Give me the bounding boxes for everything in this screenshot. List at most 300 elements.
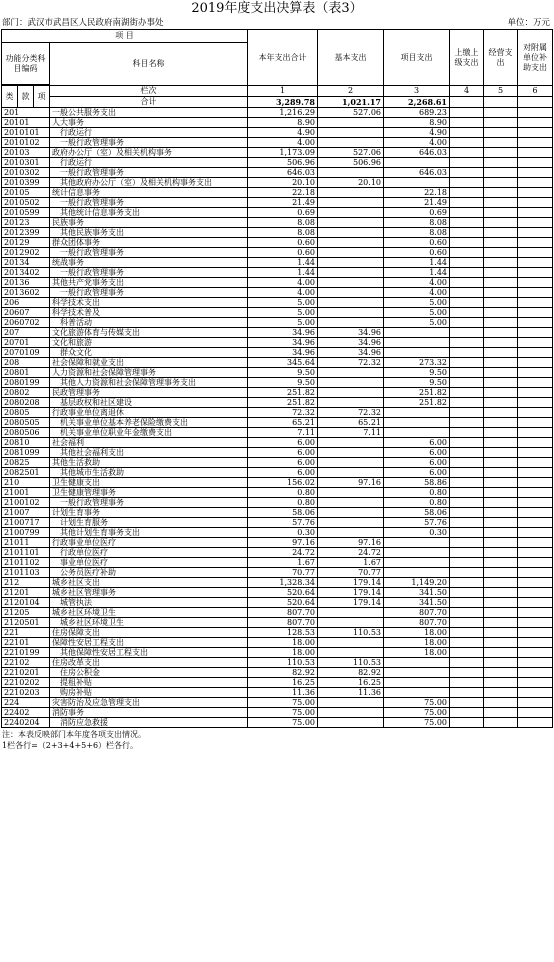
row-total: 0.60 <box>248 248 318 258</box>
row-total: 16.25 <box>248 678 318 688</box>
row-project: 646.03 <box>384 168 450 178</box>
row-subject-name: 行政运行 <box>50 128 248 138</box>
row-total: 6.00 <box>248 458 318 468</box>
row-subsidiary <box>518 308 553 318</box>
row-subject-name: 消防事务 <box>50 708 248 718</box>
table-row <box>2 218 553 228</box>
row-subsidiary <box>518 148 553 158</box>
row-subject-name: 住房改革支出 <box>50 658 248 668</box>
row-business <box>484 608 518 618</box>
row-subject-name: 住房公积金 <box>50 668 248 678</box>
row-total: 1.44 <box>248 268 318 278</box>
row-total: 6.00 <box>248 448 318 458</box>
row-subject-name: 科学技术支出 <box>50 298 248 308</box>
row-upper <box>450 578 484 588</box>
row-basic <box>318 218 384 228</box>
row-subsidiary <box>518 418 553 428</box>
row-code: 20103 <box>2 148 50 158</box>
row-upper <box>450 388 484 398</box>
row-subsidiary <box>518 328 553 338</box>
row-business <box>484 108 518 118</box>
row-subsidiary <box>518 568 553 578</box>
row-code: 2010599 <box>2 208 50 218</box>
row-project <box>384 568 450 578</box>
row-basic: 24.72 <box>318 548 384 558</box>
row-basic <box>318 118 384 128</box>
row-subject-name: 其他生活救助 <box>50 458 248 468</box>
row-subject-name: 消防应急救援 <box>50 718 248 728</box>
row-total: 4.00 <box>248 288 318 298</box>
row-subject-name: 统计信息事务 <box>50 188 248 198</box>
row-basic <box>318 198 384 208</box>
row-project <box>384 328 450 338</box>
row-upper <box>450 338 484 348</box>
row-subsidiary <box>518 558 553 568</box>
table-row <box>2 318 553 328</box>
row-subsidiary <box>518 118 553 128</box>
row-subject-name: 行政运行 <box>50 158 248 168</box>
row-total: 0.30 <box>248 528 318 538</box>
row-code: 20129 <box>2 238 50 248</box>
row-business <box>484 268 518 278</box>
row-subject-name: 其他保障性安居工程支出 <box>50 648 248 658</box>
row-subject-name: 一般行政管理事务 <box>50 138 248 148</box>
row-total: 7.11 <box>248 428 318 438</box>
row-basic <box>318 498 384 508</box>
row-subsidiary <box>518 458 553 468</box>
row-upper <box>450 458 484 468</box>
row-business <box>484 348 518 358</box>
row-upper <box>450 208 484 218</box>
row-project: 1,149.20 <box>384 578 450 588</box>
table-row <box>2 668 553 678</box>
row-subject-name: 其他城市生活救助 <box>50 468 248 478</box>
table-row <box>2 378 553 388</box>
row-total: 345.64 <box>248 358 318 368</box>
row-upper <box>450 328 484 338</box>
row-subject-name: 计划生育服务 <box>50 518 248 528</box>
table-row <box>2 168 553 178</box>
row-project <box>384 408 450 418</box>
row-code: 20802 <box>2 388 50 398</box>
row-subsidiary <box>518 648 553 658</box>
row-subject-name: 其他计划生育事务支出 <box>50 528 248 538</box>
row-basic: 110.53 <box>318 628 384 638</box>
note-line-1: 注：本表反映部门本年度各项支出情况。 <box>2 730 146 739</box>
row-basic <box>318 318 384 328</box>
row-code: 2012399 <box>2 228 50 238</box>
row-business <box>484 308 518 318</box>
row-code: 2070109 <box>2 348 50 358</box>
row-code: 2210203 <box>2 688 50 698</box>
row-code: 208 <box>2 358 50 368</box>
header-kuan: 款 <box>18 86 34 108</box>
row-subsidiary <box>518 128 553 138</box>
row-code: 2010301 <box>2 158 50 168</box>
row-project <box>384 338 450 348</box>
row-basic <box>318 438 384 448</box>
row-code: 2100799 <box>2 528 50 538</box>
table-row <box>2 368 553 378</box>
row-code: 221 <box>2 628 50 638</box>
row-project: 5.00 <box>384 318 450 328</box>
row-upper <box>450 228 484 238</box>
row-code: 2210202 <box>2 678 50 688</box>
row-upper <box>450 378 484 388</box>
row-upper <box>450 708 484 718</box>
table-row <box>2 358 553 368</box>
table-row <box>2 388 553 398</box>
row-code: 206 <box>2 298 50 308</box>
row-total: 9.50 <box>248 378 318 388</box>
row-project <box>384 158 450 168</box>
row-upper <box>450 698 484 708</box>
table-row <box>2 338 553 348</box>
row-subsidiary <box>518 548 553 558</box>
row-upper <box>450 518 484 528</box>
row-business <box>484 168 518 178</box>
row-project: 8.90 <box>384 118 450 128</box>
row-basic <box>318 488 384 498</box>
row-subject-name: 机关事业单位基本养老保险缴费支出 <box>50 418 248 428</box>
row-subject-name: 住房保障支出 <box>50 628 248 638</box>
row-upper <box>450 438 484 448</box>
row-subject-name: 政府办公厅（室）及相关机构事务 <box>50 148 248 158</box>
table-row <box>2 468 553 478</box>
row-project: 22.18 <box>384 188 450 198</box>
row-total: 11.36 <box>248 688 318 698</box>
row-basic <box>318 248 384 258</box>
row-upper <box>450 128 484 138</box>
row-upper <box>450 178 484 188</box>
row-business <box>484 638 518 648</box>
row-subject-name: 民族事务 <box>50 218 248 228</box>
row-total: 520.64 <box>248 598 318 608</box>
row-code: 22402 <box>2 708 50 718</box>
row-total: 72.32 <box>248 408 318 418</box>
row-subject-name: 其他政府办公厅（室）及相关机构事务支出 <box>50 178 248 188</box>
table-row <box>2 238 553 248</box>
row-total: 57.76 <box>248 518 318 528</box>
table-row <box>2 258 553 268</box>
row-upper <box>450 668 484 678</box>
row-upper <box>450 418 484 428</box>
row-business <box>484 148 518 158</box>
row-code: 20123 <box>2 218 50 228</box>
page-title: 2019年度支出决算表（表3） <box>191 1 363 16</box>
row-total: 75.00 <box>248 698 318 708</box>
row-subsidiary <box>518 198 553 208</box>
row-code: 2080199 <box>2 378 50 388</box>
header-lei: 类 <box>2 86 18 108</box>
row-project <box>384 548 450 558</box>
row-total: 1.44 <box>248 258 318 268</box>
row-business <box>484 248 518 258</box>
row-subject-name: 科普活动 <box>50 318 248 328</box>
row-upper <box>450 298 484 308</box>
subsidiary-sum <box>518 97 553 108</box>
row-code: 21001 <box>2 488 50 498</box>
row-total: 82.92 <box>248 668 318 678</box>
row-upper <box>450 508 484 518</box>
header-project: 项 目 <box>2 30 248 43</box>
row-subject-name: 社会福利 <box>50 438 248 448</box>
row-subject-name: 行政单位医疗 <box>50 548 248 558</box>
row-subsidiary <box>518 588 553 598</box>
row-upper <box>450 538 484 548</box>
row-business <box>484 298 518 308</box>
row-total: 807.70 <box>248 608 318 618</box>
row-code: 21205 <box>2 608 50 618</box>
row-basic: 179.14 <box>318 578 384 588</box>
row-subsidiary <box>518 468 553 478</box>
row-subject-name: 民政管理事务 <box>50 388 248 398</box>
row-business <box>484 538 518 548</box>
table-row <box>2 718 553 728</box>
row-total: 807.70 <box>248 618 318 628</box>
row-code: 20810 <box>2 438 50 448</box>
table-row <box>2 348 553 358</box>
row-subject-name: 购房补贴 <box>50 688 248 698</box>
table-row <box>2 328 553 338</box>
row-business <box>484 288 518 298</box>
row-subsidiary <box>518 478 553 488</box>
row-code: 2010502 <box>2 198 50 208</box>
table-row <box>2 108 553 118</box>
row-total: 9.50 <box>248 368 318 378</box>
row-subject-name: 社会保障和就业支出 <box>50 358 248 368</box>
table-row <box>2 188 553 198</box>
row-upper <box>450 148 484 158</box>
row-basic <box>318 208 384 218</box>
row-project: 58.86 <box>384 478 450 488</box>
row-business <box>484 558 518 568</box>
row-subsidiary <box>518 508 553 518</box>
row-code: 2080208 <box>2 398 50 408</box>
row-total: 58.06 <box>248 508 318 518</box>
row-basic: 527.06 <box>318 148 384 158</box>
row-basic <box>318 528 384 538</box>
row-basic: 7.11 <box>318 428 384 438</box>
row-project: 21.49 <box>384 198 450 208</box>
row-basic <box>318 228 384 238</box>
row-project: 0.30 <box>384 528 450 538</box>
row-basic <box>318 378 384 388</box>
row-basic: 506.96 <box>318 158 384 168</box>
row-business <box>484 318 518 328</box>
row-business <box>484 648 518 658</box>
table-row <box>2 568 553 578</box>
col-num-5: 5 <box>484 86 518 97</box>
row-subsidiary <box>518 408 553 418</box>
row-total: 21.49 <box>248 198 318 208</box>
table-row <box>2 588 553 598</box>
row-subject-name: 城管执法 <box>50 598 248 608</box>
row-subject-name: 事业单位医疗 <box>50 558 248 568</box>
row-subject-name: 其他社会福利支出 <box>50 448 248 458</box>
row-business <box>484 258 518 268</box>
row-code: 2100102 <box>2 498 50 508</box>
unit-label: 单位：万元 <box>507 18 550 28</box>
row-subsidiary <box>518 378 553 388</box>
row-subject-name: 群众文化 <box>50 348 248 358</box>
row-business <box>484 698 518 708</box>
row-project <box>384 678 450 688</box>
row-basic: 179.14 <box>318 598 384 608</box>
row-code: 20801 <box>2 368 50 378</box>
row-total: 4.00 <box>248 138 318 148</box>
table-row <box>2 518 553 528</box>
row-subsidiary <box>518 158 553 168</box>
basic-sum: 1,021.17 <box>318 97 384 108</box>
row-total: 20.10 <box>248 178 318 188</box>
header-func-code: 功能分类科目编码 <box>2 43 50 85</box>
row-subsidiary <box>518 358 553 368</box>
row-project <box>384 348 450 358</box>
table-row <box>2 488 553 498</box>
row-project: 75.00 <box>384 698 450 708</box>
table-row <box>2 538 553 548</box>
row-total: 70.77 <box>248 568 318 578</box>
table-row <box>2 558 553 568</box>
row-code: 2080506 <box>2 428 50 438</box>
row-upper <box>450 238 484 248</box>
row-basic: 97.16 <box>318 478 384 488</box>
row-business <box>484 488 518 498</box>
row-subsidiary <box>518 278 553 288</box>
row-project: 6.00 <box>384 438 450 448</box>
row-business <box>484 138 518 148</box>
table-row <box>2 148 553 158</box>
row-subsidiary <box>518 188 553 198</box>
total-sum: 3,289.78 <box>248 97 318 108</box>
row-basic <box>318 128 384 138</box>
row-project: 75.00 <box>384 718 450 728</box>
row-upper <box>450 348 484 358</box>
row-basic: 34.96 <box>318 328 384 338</box>
col-num-6: 6 <box>518 86 553 97</box>
row-subsidiary <box>518 298 553 308</box>
row-business <box>484 668 518 678</box>
table-row <box>2 438 553 448</box>
row-business <box>484 628 518 638</box>
row-basic <box>318 268 384 278</box>
note-line-2: 1栏各行=（2+3+4+5+6）栏各行。 <box>2 741 139 750</box>
row-business <box>484 498 518 508</box>
row-business <box>484 658 518 668</box>
table-row <box>2 458 553 468</box>
row-total: 6.00 <box>248 438 318 448</box>
row-project: 57.76 <box>384 518 450 528</box>
table-row <box>2 128 553 138</box>
row-project: 1.44 <box>384 268 450 278</box>
table-row <box>2 658 553 668</box>
row-project: 4.00 <box>384 138 450 148</box>
table-row <box>2 418 553 428</box>
row-project: 8.08 <box>384 218 450 228</box>
row-subsidiary <box>518 218 553 228</box>
row-project: 0.80 <box>384 498 450 508</box>
row-subject-name: 基层政权和社区建设 <box>50 398 248 408</box>
row-subsidiary <box>518 138 553 148</box>
table-row <box>2 578 553 588</box>
row-business <box>484 468 518 478</box>
row-business <box>484 208 518 218</box>
row-upper <box>450 688 484 698</box>
row-total: 1,328.34 <box>248 578 318 588</box>
row-subject-name: 科学技术普及 <box>50 308 248 318</box>
row-upper <box>450 678 484 688</box>
row-basic: 97.16 <box>318 538 384 548</box>
row-business <box>484 588 518 598</box>
row-code: 21201 <box>2 588 50 598</box>
row-total: 646.03 <box>248 168 318 178</box>
row-upper <box>450 468 484 478</box>
row-project: 9.50 <box>384 378 450 388</box>
row-basic <box>318 138 384 148</box>
row-basic <box>318 278 384 288</box>
row-subsidiary <box>518 688 553 698</box>
row-total: 0.80 <box>248 488 318 498</box>
row-upper <box>450 258 484 268</box>
row-subsidiary <box>518 108 553 118</box>
row-total: 8.08 <box>248 218 318 228</box>
row-code: 2120501 <box>2 618 50 628</box>
row-business <box>484 228 518 238</box>
row-code: 20101 <box>2 118 50 128</box>
row-total: 24.72 <box>248 548 318 558</box>
row-business <box>484 328 518 338</box>
table-row <box>2 398 553 408</box>
row-basic: 527.06 <box>318 108 384 118</box>
row-subject-name: 一般行政管理事务 <box>50 198 248 208</box>
row-total: 18.00 <box>248 638 318 648</box>
row-upper <box>450 168 484 178</box>
row-basic <box>318 618 384 628</box>
row-subsidiary <box>518 428 553 438</box>
table-row <box>2 198 553 208</box>
row-total: 251.82 <box>248 398 318 408</box>
row-upper <box>450 638 484 648</box>
row-project: 9.50 <box>384 368 450 378</box>
row-subject-name: 群众团体事务 <box>50 238 248 248</box>
row-subject-name: 一般行政管理事务 <box>50 268 248 278</box>
row-upper <box>450 118 484 128</box>
row-project: 4.00 <box>384 288 450 298</box>
row-total: 34.96 <box>248 348 318 358</box>
row-business <box>484 688 518 698</box>
row-upper <box>450 308 484 318</box>
row-project <box>384 178 450 188</box>
row-upper <box>450 718 484 728</box>
row-code: 21007 <box>2 508 50 518</box>
row-subject-name: 一般行政管理事务 <box>50 168 248 178</box>
table-row <box>2 678 553 688</box>
row-business <box>484 388 518 398</box>
table-row <box>2 708 553 718</box>
table-row <box>2 688 553 698</box>
row-subject-name: 一般行政管理事务 <box>50 248 248 258</box>
row-code: 2013602 <box>2 288 50 298</box>
row-upper <box>450 138 484 148</box>
row-subsidiary <box>518 718 553 728</box>
row-subject-name: 公务员医疗补助 <box>50 568 248 578</box>
row-subsidiary <box>518 348 553 358</box>
table-row <box>2 408 553 418</box>
row-upper <box>450 658 484 668</box>
row-total: 6.00 <box>248 468 318 478</box>
row-subject-name: 一般行政管理事务 <box>50 288 248 298</box>
